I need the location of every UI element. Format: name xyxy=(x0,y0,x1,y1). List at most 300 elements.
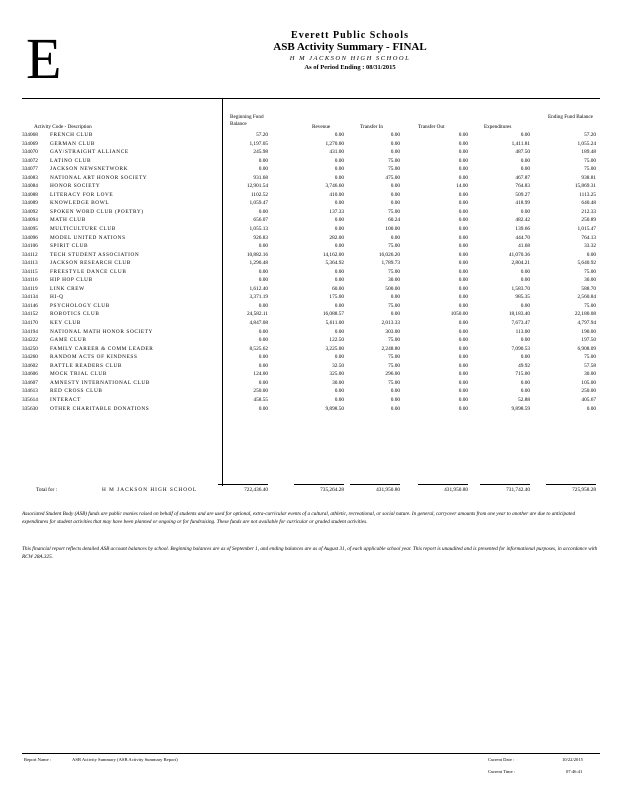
revenue-amount: 282.00 xyxy=(329,234,344,241)
activity-code: 334084 xyxy=(22,183,38,190)
transfer-in-amount: 0.00 xyxy=(390,183,400,190)
revenue-amount: 0.00 xyxy=(334,166,344,173)
beginning-balance: 24,582.11 xyxy=(247,311,268,318)
activity-code: 334613 xyxy=(22,388,38,395)
activity-description: PSYCHOLOGY CLUB xyxy=(50,302,110,309)
transfer-in-amount: 30.00 xyxy=(388,277,400,284)
footer-rule xyxy=(22,753,600,754)
table-row xyxy=(22,268,600,277)
expenditures-amount: 0.00 xyxy=(520,388,530,395)
beginning-balance: 1,059.47 xyxy=(249,200,268,207)
transfer-in-amount: 0.00 xyxy=(390,149,400,156)
transfer-in-amount: 75.00 xyxy=(388,166,400,173)
revenue-amount: 5,364.92 xyxy=(325,260,344,267)
transfer-in-amount: 75.00 xyxy=(388,379,400,386)
transfer-out-amount: 0.00 xyxy=(458,251,468,258)
activity-description: KEY CLUB xyxy=(50,320,81,327)
beginning-balance: 0.00 xyxy=(258,157,268,164)
revenue-amount: 3,746.60 xyxy=(325,183,344,190)
table-row xyxy=(22,131,600,140)
activity-code: 334250 xyxy=(22,345,38,352)
table-row xyxy=(22,251,600,260)
revenue-amount: 137.33 xyxy=(329,208,344,215)
beginning-balance: 0.00 xyxy=(258,354,268,361)
ending-balance: 938.81 xyxy=(581,174,596,181)
activity-description: INTERACT xyxy=(50,396,81,403)
activity-description: LATINO CLUB xyxy=(50,157,92,164)
transfer-out-amount: 0.00 xyxy=(458,200,468,207)
activity-description: RANDOM ACTS OF KINDNESS xyxy=(50,354,138,361)
activity-code: 334094 xyxy=(22,217,38,224)
activity-description: KNOWLEDGE BOWL xyxy=(50,200,110,207)
activity-description: FAMILY CAREER & COMM LEADER xyxy=(50,345,154,352)
transfer-in-amount: 2,248.80 xyxy=(381,345,400,352)
transfer-out-amount: 0.00 xyxy=(458,371,468,378)
beginning-balance: 0.00 xyxy=(258,208,268,215)
ending-balance: 764.13 xyxy=(581,234,596,241)
report-logo-letter: E xyxy=(26,26,62,91)
beginning-balance: 0.00 xyxy=(258,166,268,173)
revenue-amount: 122.50 xyxy=(329,337,344,344)
beginning-balance: 0.00 xyxy=(258,268,268,275)
table-row xyxy=(22,387,600,396)
total-school: H M JACKSON HIGH SCHOOL xyxy=(102,487,198,493)
transfer-out-amount: 0.00 xyxy=(458,354,468,361)
activity-code: 334146 xyxy=(22,302,38,309)
beginning-balance: 12,901.54 xyxy=(246,183,268,190)
total-expenditures: 731,742.40 xyxy=(506,487,530,493)
activity-description: HONOR SOCIETY xyxy=(50,183,101,190)
expenditures-amount: 0.00 xyxy=(520,337,530,344)
transfer-out-amount: 0.00 xyxy=(458,285,468,292)
transfer-out-amount: 0.00 xyxy=(458,260,468,267)
col-header-ending: Ending Fund Balance xyxy=(548,114,593,120)
transfer-out-amount: 0.00 xyxy=(458,379,468,386)
table-row xyxy=(22,208,600,217)
beginning-balance: 926.83 xyxy=(253,234,268,241)
beginning-balance: 3,371.19 xyxy=(249,294,268,301)
col-header-activity: Activity Code - Description xyxy=(34,124,92,130)
activity-code: 334096 xyxy=(22,234,38,241)
transfer-in-amount: 0.00 xyxy=(390,388,400,395)
expenditures-amount: 41.68 xyxy=(518,243,530,250)
activity-description: MODEL UNITED NATIONS xyxy=(50,234,126,241)
revenue-amount: 9,898.50 xyxy=(325,405,344,412)
table-row xyxy=(22,191,600,200)
transfer-in-amount: 100.00 xyxy=(385,226,400,233)
activity-description: GERMAN CLUB xyxy=(50,140,96,147)
report-header xyxy=(200,30,500,71)
activity-code: 334116 xyxy=(22,277,38,284)
transfer-out-amount: 0.00 xyxy=(458,294,468,301)
transfer-in-amount: 0.00 xyxy=(390,311,400,318)
ending-balance: 250.89 xyxy=(581,217,596,224)
beginning-balance: 0.00 xyxy=(258,379,268,386)
subtotal-rule xyxy=(294,484,344,485)
ending-balance: 75.00 xyxy=(584,166,596,173)
table-row xyxy=(22,242,600,251)
ending-balance: 0.00 xyxy=(586,251,596,258)
beginning-balance: 1,290.48 xyxy=(249,260,268,267)
ending-balance: 57.20 xyxy=(584,132,596,138)
revenue-amount: 325.00 xyxy=(329,371,344,378)
beginning-balance: 124.00 xyxy=(253,371,268,378)
beginning-balance: 250.00 xyxy=(253,388,268,395)
transfer-in-amount: 475.00 xyxy=(385,174,400,181)
table-row xyxy=(22,148,600,157)
expenditures-amount: 9,898.59 xyxy=(511,405,530,412)
activity-description: JACKSON NEWSNETWORK xyxy=(50,166,129,173)
footnote-asb-definition: Associated Student Body (ASB) funds are public monies raised on behalf of students and are used for optional, extra-curricular events of a cultural, athletic, recreational, or social nature. In general, carryover amounts from one year to another are due to anticipated expenditures for student activities that may have been planned or ongoing or for fundraising. These funds are not available for curricular or graded student activities. xyxy=(22,511,576,525)
beginning-balance: 0.00 xyxy=(258,405,268,412)
revenue-amount: 32.50 xyxy=(332,362,344,369)
revenue-amount: 3,225.00 xyxy=(325,345,344,352)
transfer-in-amount: 0.00 xyxy=(390,234,400,241)
expenditures-amount: 0.00 xyxy=(520,277,530,284)
transfer-out-amount: 0.00 xyxy=(458,191,468,198)
total-transfer-out: 431,950.80 xyxy=(444,487,468,493)
transfer-out-amount: 1050.00 xyxy=(450,311,468,318)
beginning-balance: 1102.52 xyxy=(250,191,268,198)
ending-balance: 105.00 xyxy=(581,379,596,386)
expenditures-amount: 0.00 xyxy=(520,208,530,215)
activity-code: 334068 xyxy=(22,132,38,138)
expenditures-amount: 2,804.21 xyxy=(511,260,530,267)
expenditures-amount: 482.42 xyxy=(515,217,530,224)
beginning-balance: 4,847.08 xyxy=(249,320,268,327)
table-row xyxy=(22,165,600,174)
activity-description: NATIONAL MATH HONOR SOCIETY xyxy=(50,328,153,335)
revenue-amount: 16,088.57 xyxy=(322,311,344,318)
subtotal-rule xyxy=(480,484,530,485)
activity-description: AMNESTY INTERNATIONAL CLUB xyxy=(50,379,150,386)
table-row xyxy=(22,310,600,319)
activity-description: MATH CLUB xyxy=(50,217,86,224)
ending-balance: 1113.25 xyxy=(579,191,596,198)
ending-balance: 1,015.47 xyxy=(577,226,596,233)
table-row xyxy=(22,319,600,328)
beginning-balance: 931.68 xyxy=(253,174,268,181)
subtotal-rule xyxy=(350,484,400,485)
activity-description: SPOKEN WORD CLUB (POETRY) xyxy=(50,208,144,215)
transfer-in-amount: 60.24 xyxy=(388,217,400,224)
beginning-balance: 1,197.05 xyxy=(249,140,268,147)
activity-code: 334115 xyxy=(22,268,38,275)
transfer-out-amount: 0.00 xyxy=(458,174,468,181)
total-row xyxy=(22,486,600,495)
transfer-in-amount: 75.00 xyxy=(388,362,400,369)
ending-balance: 1,055.24 xyxy=(577,140,596,147)
revenue-amount: 0.00 xyxy=(334,132,344,138)
ending-balance: 75.00 xyxy=(584,354,596,361)
activity-code: 334152 xyxy=(22,311,38,318)
activity-code: 335630 xyxy=(22,405,38,412)
transfer-in-amount: 75.00 xyxy=(388,302,400,309)
table-row xyxy=(22,140,600,149)
ending-balance: 2,560.84 xyxy=(577,294,596,301)
expenditures-amount: 985.35 xyxy=(515,294,530,301)
revenue-amount: 175.00 xyxy=(329,294,344,301)
transfer-in-amount: 2,013.33 xyxy=(381,320,400,327)
beginning-balance: 10,882.16 xyxy=(246,251,268,258)
expenditures-amount: 113.00 xyxy=(515,328,530,335)
revenue-amount: 60.00 xyxy=(332,285,344,292)
table-row xyxy=(22,328,600,337)
expenditures-amount: 1,411.81 xyxy=(511,140,530,147)
transfer-out-amount: 0.00 xyxy=(458,217,468,224)
transfer-out-amount: 0.00 xyxy=(458,337,468,344)
expenditures-amount: 139.66 xyxy=(515,226,530,233)
table-row xyxy=(22,285,600,294)
activity-code: 334194 xyxy=(22,328,38,335)
ending-balance: 22,180.08 xyxy=(574,311,596,318)
total-revenue: 735,264.28 xyxy=(320,487,344,493)
revenue-amount: 5,611.00 xyxy=(325,320,344,327)
expenditures-amount: 444.70 xyxy=(515,234,530,241)
table-row xyxy=(22,336,600,345)
expenditures-amount: 52.88 xyxy=(518,396,530,403)
table-row xyxy=(22,353,600,362)
transfer-out-amount: 0.00 xyxy=(458,320,468,327)
activity-description: HIP HOP CLUB xyxy=(50,277,93,284)
expenditures-amount: 509.27 xyxy=(515,191,530,198)
beginning-balance: 0.00 xyxy=(258,243,268,250)
table-row xyxy=(22,259,600,268)
col-header-transfer-out: Transfer Out xyxy=(418,124,445,130)
table-row xyxy=(22,216,600,225)
activity-code: 334089 xyxy=(22,200,38,207)
footnote-report-description: This financial report reflects detailed ASB account balances by school. Beginning balances are as of September 1, and ending balances are as of August 31, of each applicable school year. This report is unaudited and is presented for informational purposes, in accordance with RCW 28A.325. xyxy=(22,546,598,560)
ending-balance: 30.00 xyxy=(584,371,596,378)
transfer-in-amount: 0.00 xyxy=(390,405,400,412)
district-title: Everett Public Schools xyxy=(291,30,409,41)
activity-description: HI-Q xyxy=(50,294,64,301)
subtotal-rule xyxy=(418,484,468,485)
table-row xyxy=(22,276,600,285)
ending-balance: 4,797.94 xyxy=(577,320,596,327)
period-ending: As of Period Ending : 08/31/2015 xyxy=(304,64,396,71)
transfer-out-amount: 0.00 xyxy=(458,328,468,335)
expenditures-amount: 0.00 xyxy=(520,157,530,164)
transfer-out-amount: 14.00 xyxy=(456,183,468,190)
ending-balance: 250.00 xyxy=(581,388,596,395)
col-header-transfer-in: Transfer In xyxy=(360,124,384,130)
transfer-out-amount: 0.00 xyxy=(458,243,468,250)
activity-description: TECH STUDENT ASSOCIATION xyxy=(50,251,140,258)
beginning-balance: 57.20 xyxy=(256,132,268,138)
beginning-balance: 656.07 xyxy=(253,217,268,224)
transfer-out-amount: 0.00 xyxy=(458,302,468,309)
table-row xyxy=(22,370,600,379)
activity-description: RED CROSS CLUB xyxy=(50,388,103,395)
activity-code: 334260 xyxy=(22,354,38,361)
total-label: Total for : xyxy=(36,487,58,493)
activity-code: 334092 xyxy=(22,208,38,215)
expenditures-amount: 1,583.70 xyxy=(511,285,530,292)
current-time-value: 07:46:41 xyxy=(566,769,583,774)
activity-code: 335614 xyxy=(22,396,38,403)
revenue-amount: 30.00 xyxy=(332,379,344,386)
transfer-in-amount: 0.00 xyxy=(390,140,400,147)
report-name-label: Report Name : xyxy=(24,757,52,762)
revenue-amount: 0.00 xyxy=(334,302,344,309)
beginning-balance: 0.00 xyxy=(258,328,268,335)
transfer-in-amount: 0.00 xyxy=(390,200,400,207)
activity-description: GAY/STRAIGHT ALLIANCE xyxy=(50,149,129,156)
activity-description: GAME CLUB xyxy=(50,337,87,344)
table-row xyxy=(22,379,600,388)
ending-balance: 5,640.92 xyxy=(577,260,596,267)
activity-description: SPIRIT CLUB xyxy=(50,243,89,250)
table-row xyxy=(22,396,600,405)
ending-balance: 57.58 xyxy=(584,362,596,369)
revenue-amount: 0.00 xyxy=(334,396,344,403)
revenue-amount: 0.00 xyxy=(334,243,344,250)
subtotal-rule xyxy=(218,484,268,485)
transfer-out-amount: 0.00 xyxy=(458,396,468,403)
transfer-out-amount: 0.00 xyxy=(458,277,468,284)
table-row xyxy=(22,405,600,414)
expenditures-amount: 0.00 xyxy=(520,132,530,138)
beginning-balance: 245.98 xyxy=(253,149,268,156)
activity-table xyxy=(22,131,600,413)
expenditures-amount: 467.87 xyxy=(515,174,530,181)
expenditures-amount: 18,183.40 xyxy=(508,311,530,318)
revenue-amount: 410.00 xyxy=(329,191,344,198)
expenditures-amount: 715.00 xyxy=(515,371,530,378)
col-header-beginning: Beginning Fund Balance xyxy=(230,114,264,127)
transfer-in-amount: 75.00 xyxy=(388,157,400,164)
table-row xyxy=(22,199,600,208)
ending-balance: 640.48 xyxy=(581,200,596,207)
current-time-label: Current Time : xyxy=(488,769,516,774)
activity-description: MULTICULTURE CLUB xyxy=(50,226,116,233)
total-transfer-in: 431,950.80 xyxy=(376,487,400,493)
school-name: H M JACKSON HIGH SCHOOL xyxy=(289,55,411,62)
report-name-value: ASB Activity Summary (ASB Activity Summary Report) xyxy=(72,757,178,762)
report-title: ASB Activity Summary - FINAL xyxy=(273,41,427,53)
transfer-in-amount: 75.00 xyxy=(388,268,400,275)
total-beginning: 722,436.40 xyxy=(244,487,268,493)
table-row xyxy=(22,174,600,183)
expenditures-amount: 764.83 xyxy=(515,183,530,190)
expenditures-amount: 0.00 xyxy=(520,268,530,275)
transfer-in-amount: 500.00 xyxy=(385,285,400,292)
expenditures-amount: 0.00 xyxy=(520,354,530,361)
revenue-amount: 0.00 xyxy=(334,277,344,284)
activity-description: MOCK TRIAL CLUB xyxy=(50,371,107,378)
revenue-amount: 0.00 xyxy=(334,268,344,275)
current-date-label: Current Date : xyxy=(488,757,515,762)
activity-code: 334222 xyxy=(22,337,38,344)
activity-code: 334602 xyxy=(22,362,38,369)
expenditures-amount: 7,673.47 xyxy=(511,320,530,327)
activity-code: 334113 xyxy=(22,260,38,267)
expenditures-amount: 487.50 xyxy=(515,149,530,156)
transfer-in-amount: 1,789.73 xyxy=(381,260,400,267)
table-row xyxy=(22,293,600,302)
transfer-in-amount: 16,026.20 xyxy=(378,251,400,258)
table-row xyxy=(22,225,600,234)
transfer-out-amount: 0.00 xyxy=(458,388,468,395)
transfer-out-amount: 0.00 xyxy=(458,362,468,369)
activity-code: 334077 xyxy=(22,166,38,173)
subtotal-rule xyxy=(546,484,596,485)
transfer-out-amount: 0.00 xyxy=(458,268,468,275)
transfer-out-amount: 0.00 xyxy=(458,149,468,156)
transfer-out-amount: 0.00 xyxy=(458,345,468,352)
table-row xyxy=(22,157,600,166)
revenue-amount: 0.00 xyxy=(334,354,344,361)
ending-balance: 405.67 xyxy=(581,396,596,403)
transfer-in-amount: 75.00 xyxy=(388,354,400,361)
transfer-out-amount: 0.00 xyxy=(458,208,468,215)
expenditures-amount: 0.00 xyxy=(520,166,530,173)
activity-description: ROBOTICS CLUB xyxy=(50,311,100,318)
ending-balance: 33.32 xyxy=(584,243,596,250)
expenditures-amount: 418.99 xyxy=(515,200,530,207)
revenue-amount: 0.00 xyxy=(334,217,344,224)
activity-description: BATTLE READERS CLUB xyxy=(50,362,123,369)
ending-balance: 0.00 xyxy=(586,405,596,412)
activity-code: 334070 xyxy=(22,149,38,156)
activity-code: 334119 xyxy=(22,285,38,292)
transfer-out-amount: 0.00 xyxy=(458,405,468,412)
expenditures-amount: 41,070.36 xyxy=(508,251,530,258)
activity-description: JACKSON RESEARCH CLUB xyxy=(50,260,131,267)
activity-code: 334095 xyxy=(22,226,38,233)
beginning-balance: 8,525.62 xyxy=(249,345,268,352)
beginning-balance: 0.00 xyxy=(258,302,268,309)
col-header-expenditures: Expenditures xyxy=(484,124,512,130)
transfer-in-amount: 303.00 xyxy=(385,328,400,335)
activity-code: 334607 xyxy=(22,379,38,386)
revenue-amount: 431.00 xyxy=(329,149,344,156)
activity-description: FRENCH CLUB xyxy=(50,132,93,138)
table-row xyxy=(22,362,600,371)
transfer-out-amount: 0.00 xyxy=(458,226,468,233)
activity-description: LITERACY FOR LOVE xyxy=(50,191,114,198)
activity-code: 334088 xyxy=(22,191,38,198)
activity-code: 334083 xyxy=(22,174,38,181)
revenue-amount: 14,162.00 xyxy=(322,251,344,258)
activity-code: 334106 xyxy=(22,243,38,250)
table-row xyxy=(22,302,600,311)
ending-balance: 189.48 xyxy=(581,149,596,156)
activity-code: 334112 xyxy=(22,251,38,258)
transfer-in-amount: 75.00 xyxy=(388,337,400,344)
transfer-out-amount: 0.00 xyxy=(458,140,468,147)
ending-balance: 30.00 xyxy=(584,277,596,284)
activity-code: 334170 xyxy=(22,320,38,327)
transfer-in-amount: 0.00 xyxy=(390,191,400,198)
revenue-amount: 0.00 xyxy=(334,226,344,233)
expenditures-amount: 0.00 xyxy=(520,379,530,386)
transfer-out-amount: 0.00 xyxy=(458,132,468,138)
transfer-in-amount: 296.00 xyxy=(385,371,400,378)
transfer-in-amount: 75.00 xyxy=(388,243,400,250)
transfer-out-amount: 0.00 xyxy=(458,234,468,241)
beginning-balance: 1,612.40 xyxy=(249,285,268,292)
table-row xyxy=(22,345,600,354)
transfer-out-amount: 0.00 xyxy=(458,157,468,164)
beginning-balance: 0.00 xyxy=(258,362,268,369)
ending-balance: 75.00 xyxy=(584,302,596,309)
transfer-in-amount: 0.00 xyxy=(390,132,400,138)
transfer-in-amount: 0.00 xyxy=(390,396,400,403)
ending-balance: 588.70 xyxy=(581,285,596,292)
beginning-balance: 458.55 xyxy=(253,396,268,403)
